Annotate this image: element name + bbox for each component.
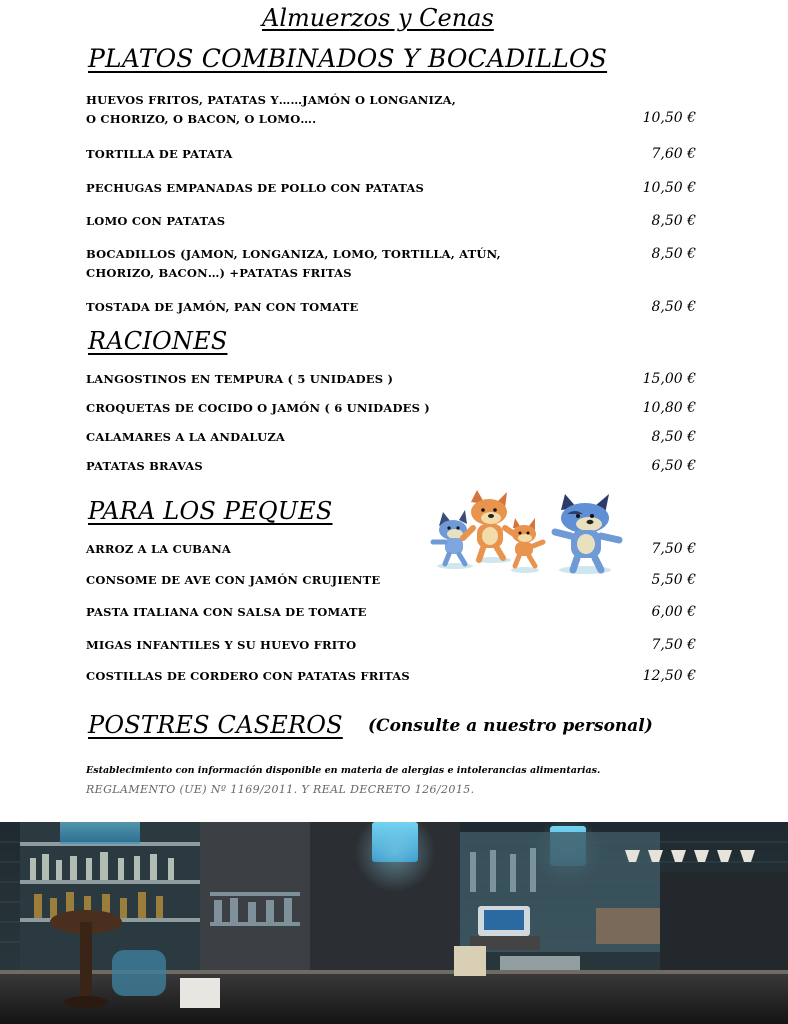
menu-item-name: TOSTADA DE JAMÓN, PAN CON TOMATE: [86, 300, 359, 314]
menu-item-price: 10,50 €: [642, 180, 696, 196]
menu-item-price: 7,50 €: [651, 637, 696, 653]
menu-item-price: 6,00 €: [651, 604, 696, 620]
menu-item-name-line2: CHORIZO, BACON…) +PATATAS FRITAS: [86, 266, 352, 280]
menu-item-name-line2: O CHORIZO, O BACON, O LOMO….: [86, 112, 317, 126]
menu-item-name: PECHUGAS EMPANADAS DE POLLO CON PATATAS: [86, 181, 424, 195]
menu-item-name: PASTA ITALIANA CON SALSA DE TOMATE: [86, 605, 367, 619]
menu-item-name: LANGOSTINOS EN TEMPURA ( 5 UNIDADES ): [86, 372, 394, 386]
allergen-notice: Establecimiento con información disponible en materia de alergias e intolerancias alimentarias.: [86, 765, 601, 776]
menu-item-price: 10,50 €: [642, 110, 696, 126]
menu-item-name: COSTILLAS DE CORDERO CON PATATAS FRITAS: [86, 669, 410, 683]
desserts-note: (Consulte a nuestro personal): [368, 716, 653, 736]
menu-item-price: 5,50 €: [651, 572, 696, 588]
menu-item-name: TORTILLA DE PATATA: [86, 147, 233, 161]
section-heading-postres: POSTRES CASEROS: [88, 711, 343, 739]
section-heading-raciones: RACIONES: [88, 327, 228, 355]
regulation-notice: REGLAMENTO (UE) Nº 1169/2011. Y REAL DECRETO 126/2015.: [86, 783, 475, 796]
section-heading-peques: PARA LOS PEQUES: [88, 497, 333, 525]
menu-item-price: 8,50 €: [651, 213, 696, 229]
cartoon-dogs-illustration: [425, 488, 630, 578]
menu-item-name: MIGAS INFANTILES Y SU HUEVO FRITO: [86, 638, 357, 652]
menu-item-name: PATATAS BRAVAS: [86, 459, 203, 473]
menu-title: Almuerzos y Cenas: [262, 4, 494, 32]
menu-item-price: 8,50 €: [651, 429, 696, 445]
menu-item-name: HUEVOS FRITOS, PATATAS Y……JAMÓN O LONGANIZA,: [86, 93, 456, 107]
menu-item-price: 8,50 €: [651, 246, 696, 262]
menu-item-price: 7,60 €: [651, 146, 696, 162]
menu-item-name: LOMO CON PATATAS: [86, 214, 226, 228]
menu-item-name: CONSOME DE AVE CON JAMÓN CRUJIENTE: [86, 573, 381, 587]
menu-item-price: 15,00 €: [642, 371, 696, 387]
menu-item-price: 12,50 €: [642, 668, 696, 684]
bar-interior-photo: [0, 822, 788, 1024]
menu-item-name: BOCADILLOS (JAMON, LONGANIZA, LOMO, TORTILLA, ATÚN,: [86, 247, 501, 261]
menu-item-name: CROQUETAS DE COCIDO O JAMÓN ( 6 UNIDADES ): [86, 401, 430, 415]
menu-item-name: CALAMARES A LA ANDALUZA: [86, 430, 286, 444]
menu-item-price: 8,50 €: [651, 299, 696, 315]
section-heading-combinados: PLATOS COMBINADOS Y BOCADILLOS: [88, 44, 608, 73]
menu-item-price: 6,50 €: [651, 458, 696, 474]
menu-item-name: ARROZ A LA CUBANA: [86, 542, 232, 556]
menu-item-price: 10,80 €: [642, 400, 696, 416]
menu-item-price: 7,50 €: [651, 541, 696, 557]
